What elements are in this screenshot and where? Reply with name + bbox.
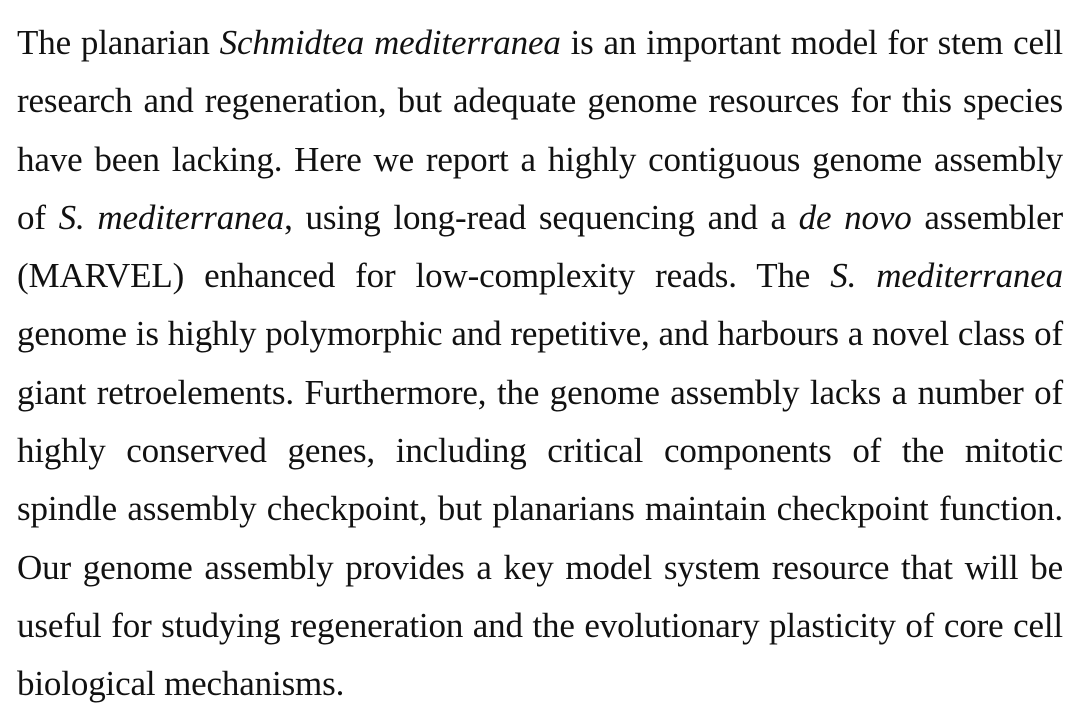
species-abbrev: S. mediterranea	[58, 197, 285, 237]
de-novo-term: de novo	[798, 197, 912, 237]
abstract-text-5: genome is highly polymorphic and repetitive, and harbours a novel class of giant retroelements. Furthermore, the genome assembly lacks a number of highly conserved genes, including critical components of the mitotic spindle assembly checkpoint, but planarians maintain checkpoint function. Our genome assembly provides a key model system resource that will be useful for studying regeneration and the evolutionary plasticity of core cell biological mechanisms.	[17, 314, 1063, 704]
abstract-text-1: The planarian	[17, 23, 220, 62]
abstract-paragraph	[17, 14, 1063, 708]
abstract-text-2: is an important model for stem cell research and regeneration, but adequate genome resources for this species have been lacking. Here we report a highly contiguous genome assembly of	[17, 23, 1063, 237]
species-abbrev-2: S. mediterranea	[830, 256, 1064, 296]
species-name: Schmidtea mediterranea	[219, 23, 561, 62]
abstract-text-4: assembler (MARVEL) enhanced for low-complexity reads. The	[17, 197, 1063, 296]
abstract-text-3: , using long-read sequencing and a	[284, 197, 799, 237]
